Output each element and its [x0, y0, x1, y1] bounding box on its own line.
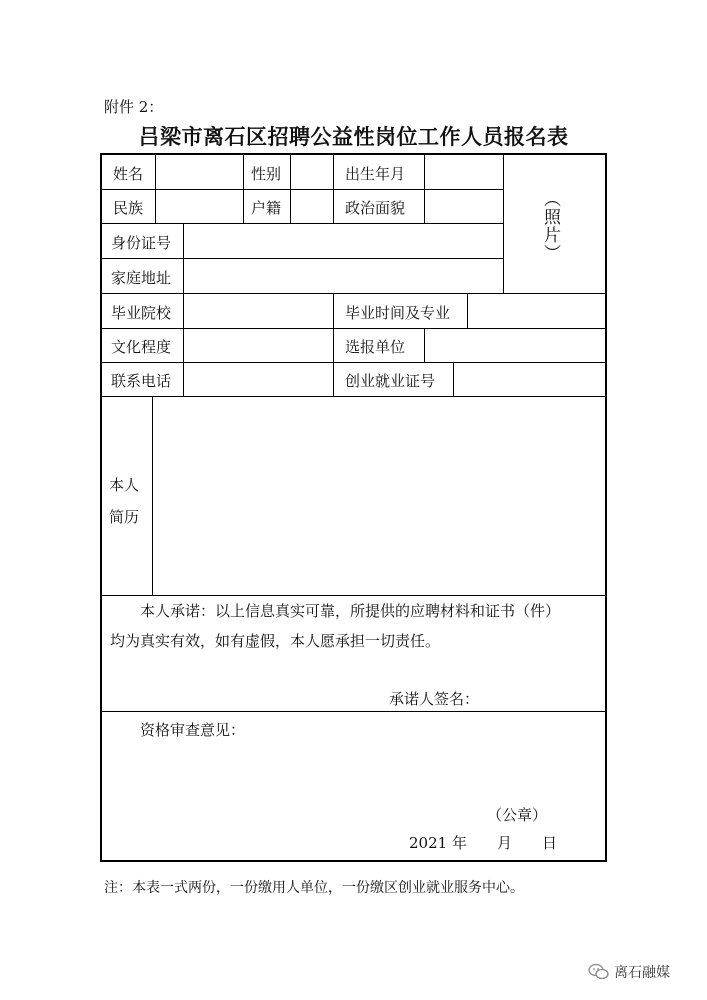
col-line-mid	[333, 293, 334, 396]
phone-field[interactable]	[184, 363, 332, 395]
signer-label: 承诺人签名：	[389, 690, 480, 708]
employment-cert-label: 创业就业证号	[345, 372, 436, 390]
resume-label-line1: 本人	[109, 476, 140, 494]
col-line-b	[243, 153, 244, 223]
form-title: 吕梁市离石区招聘公益性岗位工作人员报名表	[138, 124, 569, 149]
education-label: 文化程度	[111, 338, 172, 356]
resume-field[interactable]	[153, 397, 605, 594]
unit-label: 选报单位	[345, 338, 406, 356]
resume-label-line2: 简历	[109, 508, 140, 526]
photo-placeholder: （照片）	[540, 190, 560, 262]
unit-field[interactable]	[425, 329, 605, 361]
political-label: 政治面貌	[345, 199, 406, 217]
employment-cert-field[interactable]	[454, 363, 605, 395]
pledge-line-1: 本人承诺：以上信息真实可靠，所提供的应聘材料和证书（件）	[140, 602, 561, 620]
watermark-text: 离石融媒	[614, 965, 670, 981]
school-field[interactable]	[184, 294, 332, 327]
ethnicity-field[interactable]	[156, 190, 242, 222]
photo-box-line	[503, 153, 504, 293]
name-label: 姓名	[113, 165, 144, 183]
political-field[interactable]	[425, 190, 502, 222]
grad-time-major-label: 毕业时间及专业	[345, 304, 451, 322]
footnote: 注：本表一式两份，一份缴用人单位，一份缴区创业就业服务中心。	[104, 880, 524, 896]
date-line: 2021 年 月 日	[409, 834, 557, 852]
household-label: 户籍	[251, 199, 282, 217]
education-field[interactable]	[184, 329, 332, 361]
name-field[interactable]	[156, 154, 242, 188]
ethnicity-label: 民族	[113, 199, 144, 217]
school-label: 毕业院校	[111, 304, 172, 322]
review-label: 资格审查意见：	[140, 721, 246, 739]
id-number-label: 身份证号	[111, 234, 172, 252]
grad-time-major-field[interactable]	[468, 294, 605, 327]
watermark	[588, 962, 670, 982]
seal-label: （公章）	[487, 806, 548, 824]
row-line-9	[100, 711, 607, 712]
household-field[interactable]	[291, 190, 332, 222]
phone-label: 联系电话	[111, 372, 172, 390]
wechat-icon	[588, 963, 610, 981]
attachment-label: 附件 2：	[104, 98, 164, 116]
address-field[interactable]	[184, 259, 502, 292]
gender-label: 性别	[251, 165, 282, 183]
birth-field[interactable]	[425, 154, 502, 188]
gender-field[interactable]	[291, 154, 332, 188]
birth-label: 出生年月	[345, 165, 406, 183]
address-label: 家庭地址	[111, 269, 172, 287]
pledge-line-2: 均为真实有效，如有虚假，本人愿承担一切责任。	[110, 632, 441, 650]
id-number-field[interactable]	[184, 224, 502, 257]
col-line-d	[333, 153, 334, 223]
